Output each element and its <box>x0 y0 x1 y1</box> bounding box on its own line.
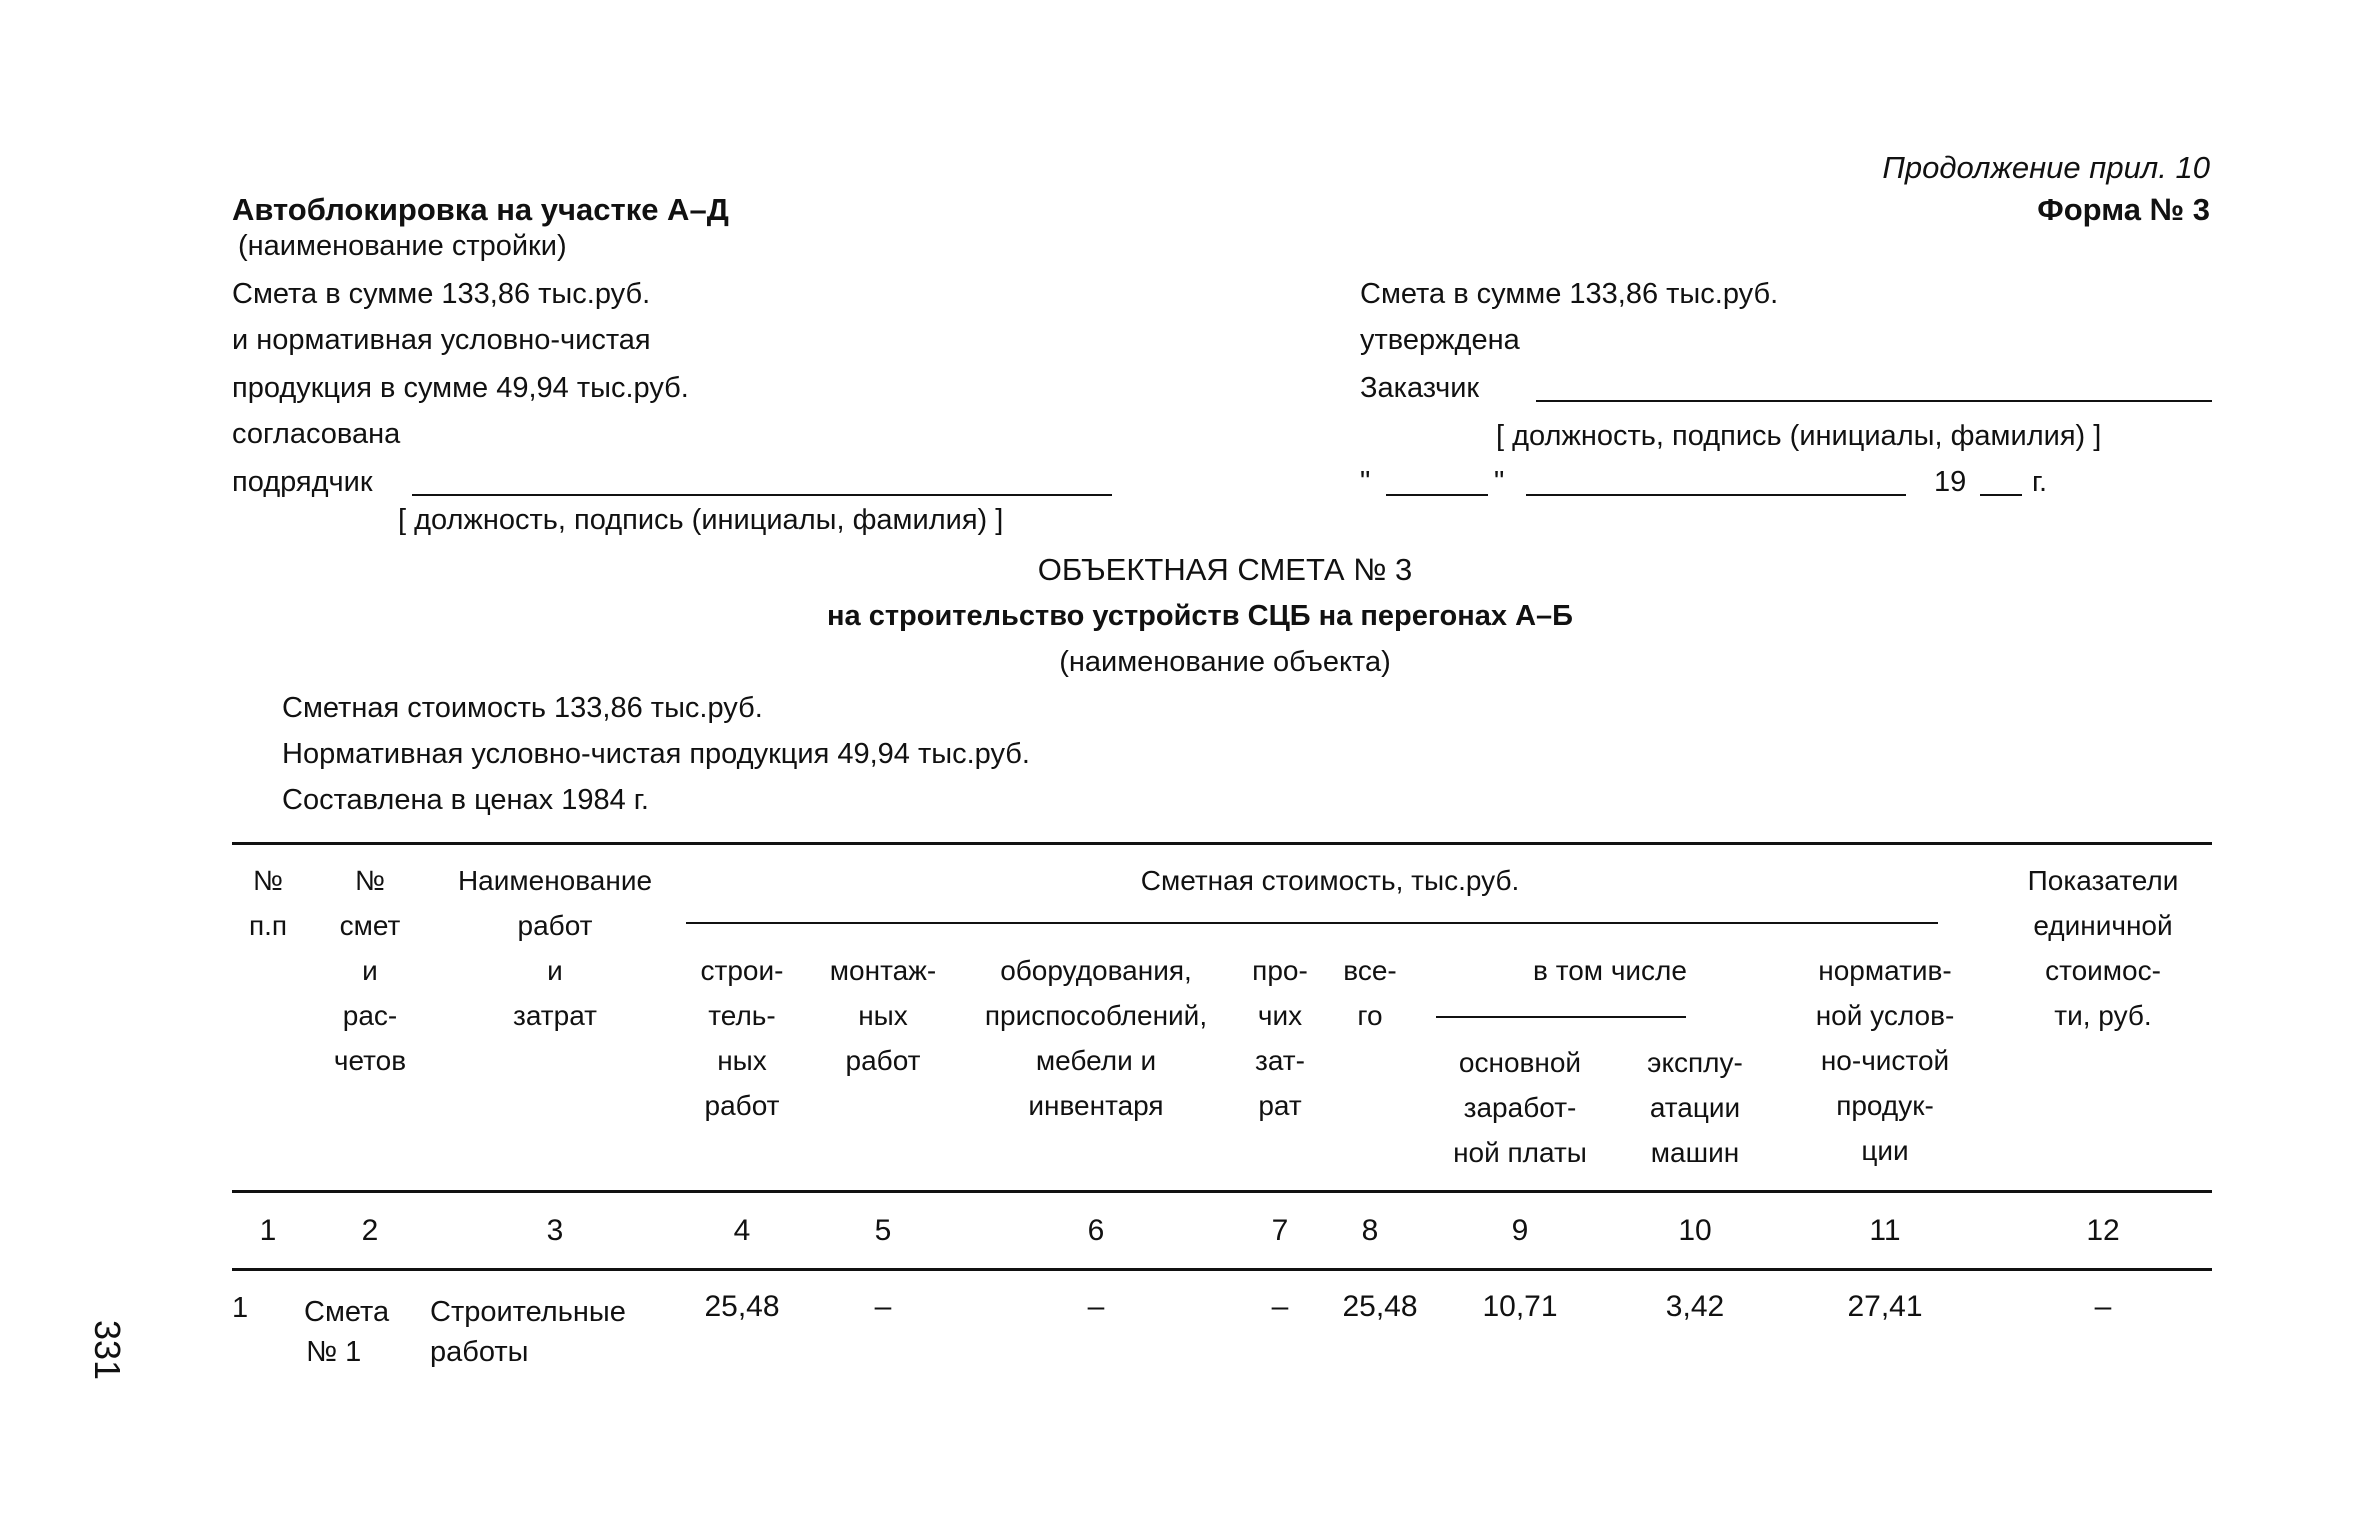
customer-label: Заказчик <box>1360 372 1480 404</box>
date-year-prefix: 19 <box>1934 466 1967 498</box>
contractor-signature-line <box>412 494 1112 496</box>
object-caption: (наименование объекта) <box>1059 646 1391 678</box>
date-quote-open: " <box>1360 466 1371 498</box>
left-production-line: продукция в сумме 49,94 тыс.руб. <box>232 372 689 404</box>
header-col-other: про- чих зат- рат <box>1252 955 1308 1121</box>
header-cost-group: Сметная стоимость, тыс.руб. <box>1140 865 1520 896</box>
date-day-line <box>1386 494 1488 496</box>
customer-signature-caption: [ должность, подпись (инициалы, фамилия) ] <box>1496 420 2102 452</box>
numbers-bottom-rule <box>232 1268 2212 1271</box>
header-col-installation: монтаж- ных работ <box>829 955 937 1076</box>
header-col-unit-cost: Показатели единичной стоимос- ти, руб. <box>2027 865 2179 1031</box>
contractor-label: подрядчик <box>232 466 373 498</box>
row-installation-cost: – <box>874 1290 892 1323</box>
col-number-10: 10 <box>1678 1214 1712 1247</box>
table-top-rule <box>232 842 2212 845</box>
normative-production: Нормативная условно-чистая продукция 49,94 тыс.руб. <box>282 738 1030 770</box>
customer-signature-line <box>1536 400 2212 402</box>
right-sum-line: Смета в сумме 133,86 тыс.руб. <box>1360 278 1779 310</box>
header-col-normative: норматив- ной услов- но-чистой продук- ции <box>1815 955 1955 1166</box>
row-total-cost: 25,48 <box>1342 1290 1418 1323</box>
col-number-5: 5 <box>874 1214 892 1247</box>
date-month-line <box>1526 494 1906 496</box>
right-approved-label: утверждена <box>1360 324 1520 356</box>
header-cost-group-rule <box>686 922 1938 924</box>
left-sum-line: Смета в сумме 133,86 тыс.руб. <box>232 278 651 310</box>
col-number-1: 1 <box>259 1214 277 1247</box>
left-normative-line: и нормативная условно-чистая <box>232 324 651 356</box>
construction-caption: (наименование стройки) <box>238 230 567 262</box>
header-col-name: Наименование работ и затрат <box>457 865 653 1031</box>
header-bottom-rule <box>232 1190 2212 1193</box>
row-number: 1 <box>232 1292 249 1324</box>
header-incl-group: в том числе <box>1533 955 1687 986</box>
col-number-2: 2 <box>361 1214 379 1247</box>
price-basis: Составлена в ценах 1984 г. <box>282 784 649 816</box>
estimated-cost: Сметная стоимость 133,86 тыс.руб. <box>282 692 763 724</box>
col-number-6: 6 <box>1087 1214 1105 1247</box>
construction-name: Автоблокировка на участке А–Д <box>232 192 729 227</box>
row-other-cost: – <box>1271 1290 1289 1323</box>
col-number-3: 3 <box>546 1214 564 1247</box>
date-year-suffix: г. <box>2032 466 2048 498</box>
col-number-12: 12 <box>2086 1214 2120 1247</box>
header-col-wages: основной заработ- ной платы <box>1453 1047 1587 1168</box>
row-wages: 10,71 <box>1482 1290 1558 1323</box>
contractor-signature-caption: [ должность, подпись (инициалы, фамилия) ] <box>398 504 1004 536</box>
page-number: 331 <box>87 1320 128 1381</box>
row-machines: 3,42 <box>1665 1290 1725 1323</box>
row-unit-cost: – <box>2094 1290 2112 1323</box>
date-year-line <box>1980 494 2022 496</box>
date-quote-close: " <box>1494 466 1505 498</box>
header-col-machines: эксплу- атации машин <box>1647 1047 1743 1168</box>
header-col-construction: строи- тель- ных работ <box>700 955 784 1121</box>
continuation-note: Продолжение прил. 10 <box>1882 150 2210 185</box>
col-number-11: 11 <box>1869 1214 1901 1247</box>
header-col-equipment: оборудования, приспособлений, мебели и инвентаря <box>984 955 1208 1121</box>
col-number-7: 7 <box>1271 1214 1289 1247</box>
row-equipment-cost: – <box>1087 1290 1105 1323</box>
row-normative: 27,41 <box>1847 1290 1923 1323</box>
header-col-number: № п.п <box>248 865 288 941</box>
object-name: на строительство устройств СЦБ на перегонах А–Б <box>827 600 1573 632</box>
left-agreed-label: согласована <box>232 418 401 450</box>
col-number-8: 8 <box>1361 1214 1379 1247</box>
header-incl-group-rule <box>1436 1016 1686 1018</box>
col-number-9: 9 <box>1511 1214 1529 1247</box>
header-col-estimate: № смет и рас- четов <box>333 865 407 1076</box>
col-number-4: 4 <box>733 1214 751 1247</box>
row-estimate-ref: Смета № 1 <box>304 1296 390 1368</box>
document-title: ОБЪЕКТНАЯ СМЕТА № 3 <box>1037 552 1413 587</box>
header-col-total: все- го <box>1343 955 1397 1031</box>
form-number: Форма № 3 <box>2037 192 2210 227</box>
row-work-name: Строительные работы <box>430 1296 626 1368</box>
row-construction-cost: 25,48 <box>704 1290 780 1323</box>
